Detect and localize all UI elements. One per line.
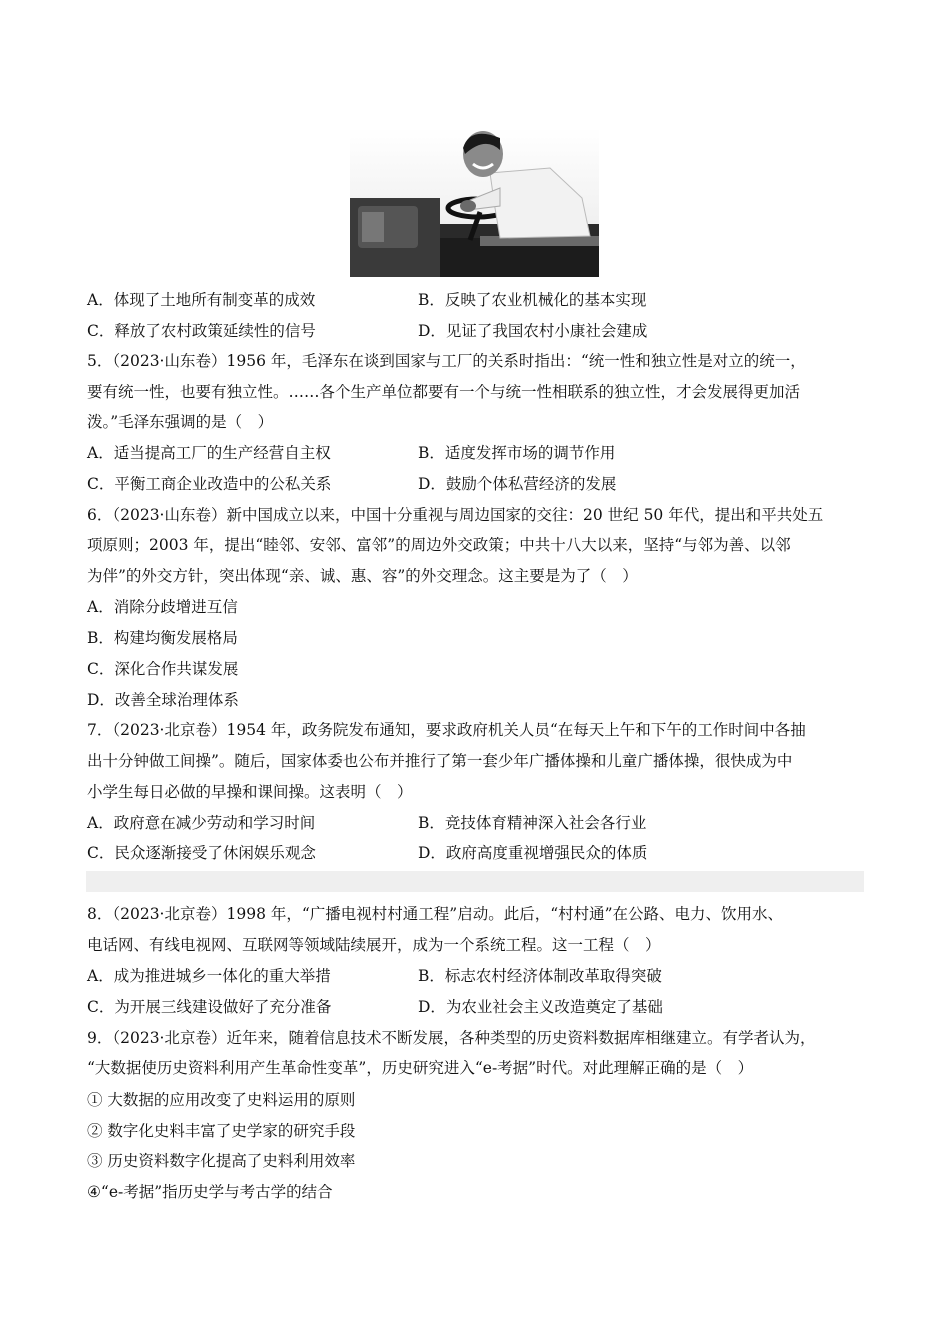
q8-option-d: D．为农业社会主义改造奠定了基础 (418, 998, 663, 1016)
q9-statement-1: ① 大数据的应用改变了史料运用的原则 (87, 1091, 356, 1109)
q5-option-d: D．鼓励个体私营经济的发展 (418, 475, 617, 493)
q6-option-a: A．消除分歧增进互信 (87, 598, 238, 616)
q5-stem-line-2: 要有统一性，也要有独立性。……各个生产单位都要有一个与统一性相联系的独立性，才会发展得更加活 (87, 383, 801, 401)
q4-option-b: B．反映了农业机械化的基本实现 (418, 291, 647, 309)
q6-option-d: D．改善全球治理体系 (87, 691, 239, 709)
q7-stem-line-3: 小学生每日必做的早操和课间操。这表明（ ） (87, 783, 413, 801)
q5-option-a: A．适当提高工厂的生产经营自主权 (87, 444, 331, 462)
q5-stem-line-3: 泼。”毛泽东强调的是（ ） (87, 413, 274, 431)
q4-option-d: D．见证了我国农村小康社会建成 (418, 322, 648, 340)
q7-option-c: C．民众逐渐接受了休闲娱乐观念 (87, 844, 316, 862)
q7-option-b: B．竞技体育精神深入社会各行业 (418, 814, 647, 832)
q9-stem-line-1: 9．（2023·北京卷）近年来，随着信息技术不断发展，各种类型的历史资料数据库相继建立。有学者认为， (87, 1029, 816, 1047)
q6-stem-line-3: 为伴”的外交方针，突出体现“亲、诚、惠、容”的外交理念。这主要是为了（ ） (87, 567, 638, 585)
q5-option-b: B．适度发挥市场的调节作用 (418, 444, 616, 462)
separator-band (86, 871, 864, 892)
q6-stem-line-1: 6．（2023·山东卷）新中国成立以来，中国十分重视与周边国家的交往：20 世纪 50 年代，提出和平共处五 (87, 506, 824, 524)
q9-statement-3: ③ 历史资料数字化提高了史料利用效率 (87, 1152, 356, 1170)
q7-stem-line-1: 7．（2023·北京卷）1954 年，政务院发布通知，要求政府机关人员“在每天上午和下午的工作时间中各抽 (87, 721, 806, 739)
q6-stem-line-2: 项原则；2003 年，提出“睦邻、安邻、富邻”的周边外交政策；中共十八大以来，坚持“与邻为善、以邻 (87, 536, 791, 554)
farmer-tractor-photo (350, 128, 599, 277)
q9-statement-4: ④“e-考据”指历史学与考古学的结合 (87, 1183, 333, 1201)
q5-option-c: C．平衡工商企业改造中的公私关系 (87, 475, 332, 493)
q6-option-b: B．构建均衡发展格局 (87, 629, 238, 647)
q8-stem-line-2: 电话网、有线电视网、互联网等领域陆续展开，成为一个系统工程。这一工程（ ） (87, 936, 661, 954)
q9-stem-line-2: “大数据使历史资料利用产生革命性变革”，历史研究进入“e-考据”时代。对此理解正确的是（ ） (87, 1059, 754, 1077)
q6-option-c: C．深化合作共谋发展 (87, 660, 239, 678)
q8-option-c: C．为开展三线建设做好了充分准备 (87, 998, 332, 1016)
q9-statement-2: ② 数字化史料丰富了史学家的研究手段 (87, 1122, 356, 1140)
q8-option-a: A．成为推进城乡一体化的重大举措 (87, 967, 331, 985)
q5-stem-line-1: 5．（2023·山东卷）1956 年，毛泽东在谈到国家与工厂的关系时指出：“统一性和独立性是对立的统一， (87, 352, 806, 370)
q7-option-d: D．政府高度重视增强民众的体质 (418, 844, 648, 862)
q4-option-c: C．释放了农村政策延续性的信号 (87, 322, 316, 340)
q4-option-a: A．体现了土地所有制变革的成效 (87, 291, 316, 309)
q8-option-b: B．标志农村经济体制改革取得突破 (418, 967, 662, 985)
q7-option-a: A．政府意在减少劳动和学习时间 (87, 814, 316, 832)
q8-stem-line-1: 8．（2023·北京卷）1998 年，“广播电视村村通工程”启动。此后，“村村通”在公路、电力、饮用水、 (87, 905, 784, 923)
q7-stem-line-2: 出十分钟做工间操”。随后，国家体委也公布并推行了第一套少年广播体操和儿童广播体操，很快成为中 (87, 752, 793, 770)
